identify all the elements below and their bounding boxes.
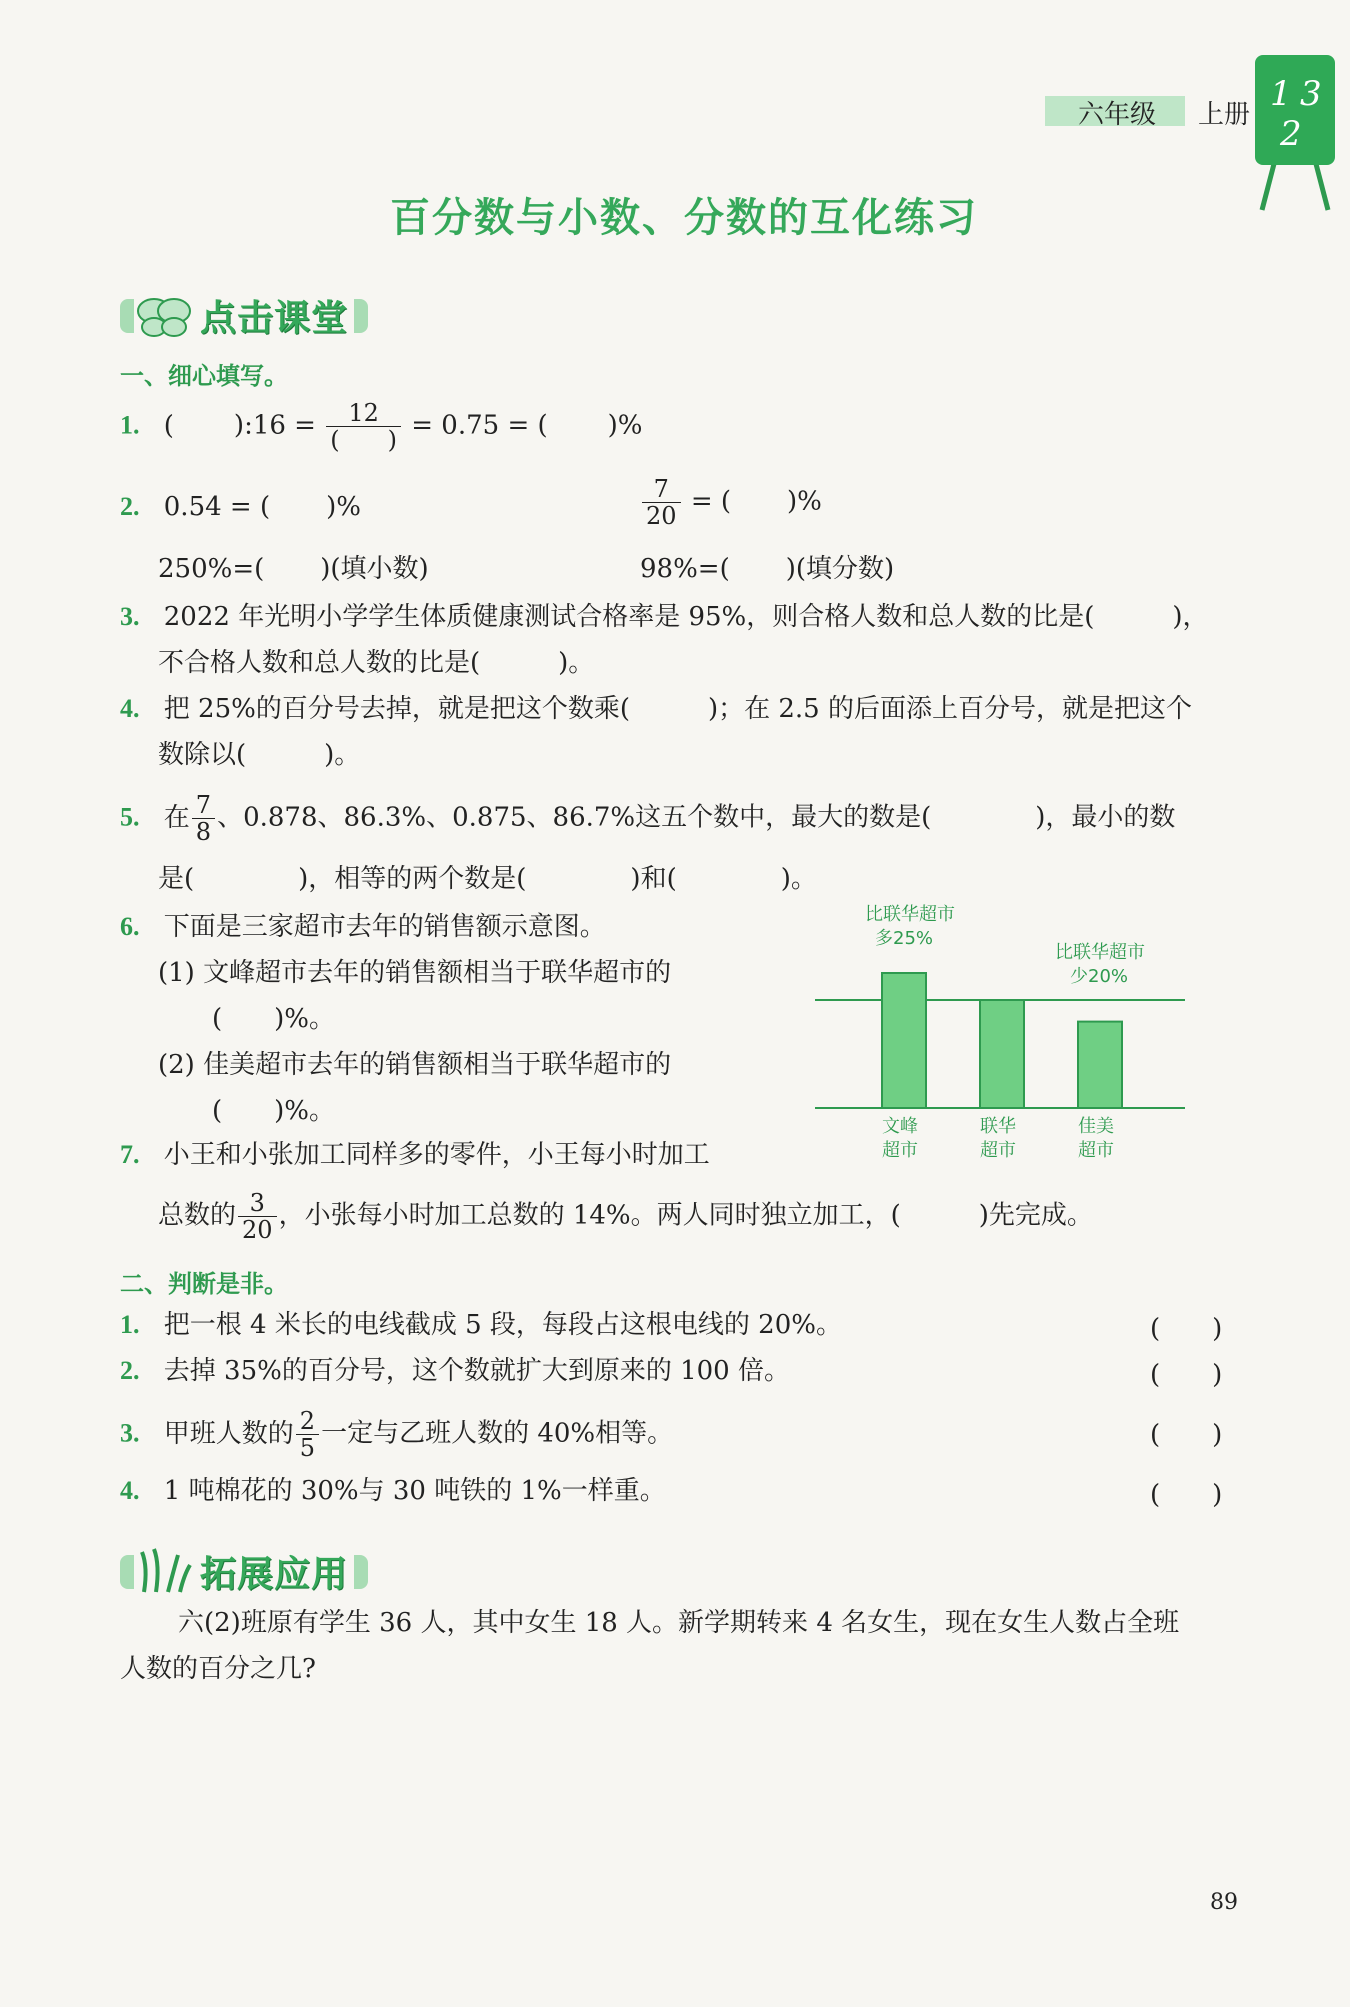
question-6-sub1: (1) 文峰超市去年的销售额相当于联华超市的 bbox=[158, 958, 672, 988]
question-5: 5. 在 $\frac{7}{8}$ 、0.878、86.3%、0.875、86.7%这五个数中，最大的数是( )，最小的数 bbox=[120, 791, 1176, 846]
category-3-line1: 佳美 bbox=[1078, 1116, 1114, 1137]
category-2-line1: 联华 bbox=[980, 1116, 1016, 1137]
grass-icon bbox=[134, 1547, 194, 1597]
question-6-sub2: (2) 佳美超市去年的销售额相当于联华超市的 bbox=[158, 1050, 672, 1080]
volume-label: 上册 bbox=[1198, 100, 1251, 130]
annotation-2-line2: 少20% bbox=[1070, 966, 1129, 987]
banner-extension-label: 拓展应用 bbox=[200, 1554, 349, 1595]
category-2-line2: 超市 bbox=[980, 1140, 1016, 1161]
judge-item-1: 1. 把一根 4 米长的电线截成 5 段，每段占这根电线的 20%。 bbox=[120, 1310, 842, 1340]
judge-answer-1[interactable]: ( ) bbox=[1150, 1314, 1223, 1344]
question-2d: 98%=( )(填分数) bbox=[640, 554, 895, 584]
annotation-1-line2: 多25% bbox=[875, 928, 934, 949]
question-7: 7. 小王和小张加工同样多的零件，小王每小时加工 bbox=[120, 1140, 710, 1170]
judge-answer-2[interactable]: ( ) bbox=[1150, 1360, 1223, 1390]
question-5-line2: 是( )，相等的两个数是( )和( )。 bbox=[158, 864, 817, 894]
question-3: 3. 2022 年光明小学学生体质健康测试合格率是 95%，则合格人数和总人数的比是( )， bbox=[120, 602, 1209, 632]
page-number: 89 bbox=[1210, 1890, 1238, 1915]
board-digit-3: 2 bbox=[1280, 114, 1302, 154]
question-2b: $\frac{7}{20}$ = ( )% bbox=[640, 476, 822, 529]
chalkboard-icon bbox=[1250, 50, 1340, 220]
annotation-2-line1: 比联华超市 bbox=[1055, 942, 1145, 963]
question-4-line2: 数除以( )。 bbox=[158, 740, 361, 770]
category-1-line1: 文峰 bbox=[882, 1116, 918, 1137]
part2-heading: 二、判断是非。 bbox=[120, 1270, 288, 1298]
grade-label: 六年级 bbox=[1078, 100, 1157, 130]
question-1: 1. ( ):16 = $\frac{12}{( )}$ = 0.75 = ( )% bbox=[120, 399, 643, 454]
question-6: 6. 下面是三家超市去年的销售额示意图。 bbox=[120, 912, 606, 942]
judge-answer-3[interactable]: ( ) bbox=[1150, 1420, 1223, 1450]
question-2a: 2. 0.54 = ( )% bbox=[120, 492, 361, 522]
category-1-line2: 超市 bbox=[882, 1140, 918, 1161]
page-title: 百分数与小数、分数的互化练习 bbox=[390, 195, 978, 241]
question-7-line2: 总数的 $\frac{3}{20}$ ，小张每小时加工总数的 14%。两人同时独立加工，( )先完成。 bbox=[158, 1189, 1093, 1244]
question-3-line2: 不合格人数和总人数的比是( )。 bbox=[158, 648, 595, 678]
judge-item-2: 2. 去掉 35%的百分号，这个数就扩大到原来的 100 倍。 bbox=[120, 1356, 790, 1386]
bar-2 bbox=[980, 1000, 1024, 1108]
banner-extension bbox=[120, 1546, 368, 1597]
question-4: 4. 把 25%的百分号去掉，就是把这个数乘( )；在 2.5 的后面添上百分号，就是把这个 bbox=[120, 694, 1192, 724]
bar-1 bbox=[882, 973, 926, 1108]
board-digit-2: 3 bbox=[1300, 74, 1322, 114]
judge-item-3: 3. 甲班人数的 $\frac{2}{5}$ 一定与乙班人数的 40%相等。 bbox=[120, 1407, 674, 1462]
annotation-1-line1: 比联华超市 bbox=[865, 904, 955, 925]
judge-item-4: 4. 1 吨棉花的 30%与 30 吨铁的 1%一样重。 bbox=[120, 1476, 666, 1506]
question-6-sub1-blank: ( )%。 bbox=[212, 1004, 335, 1034]
banner-classroom bbox=[120, 290, 368, 341]
part1-heading: 一、细心填写。 bbox=[120, 362, 288, 390]
category-3-line2: 超市 bbox=[1078, 1140, 1114, 1161]
banner-classroom-label: 点击课堂 bbox=[200, 298, 349, 339]
bar-3 bbox=[1078, 1022, 1122, 1108]
judge-answer-4[interactable]: ( ) bbox=[1150, 1480, 1223, 1510]
board-digit-1: 1 bbox=[1270, 74, 1292, 114]
extension-line2: 人数的百分之几? bbox=[120, 1654, 316, 1684]
extension-line1: 六(2)班原有学生 36 人，其中女生 18 人。新学期转来 4 名女生，现在女生人数占全班 bbox=[178, 1608, 1180, 1638]
sales-bar-chart bbox=[810, 900, 1200, 1180]
question-6-sub2-blank: ( )%。 bbox=[212, 1096, 335, 1126]
butterfly-icon bbox=[134, 291, 194, 341]
question-2c: 250%=( )(填小数) bbox=[158, 554, 429, 584]
